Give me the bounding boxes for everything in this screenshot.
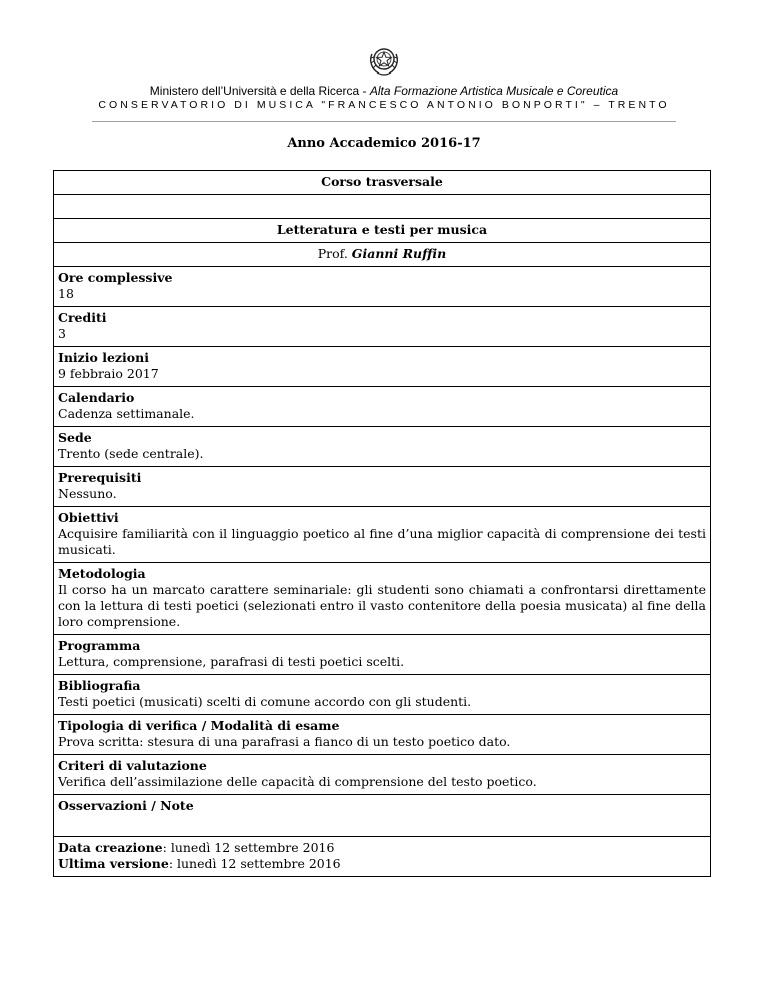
course-professor (54, 243, 711, 267)
creation-date (58, 840, 706, 856)
section-osservazioni (54, 795, 711, 837)
section-label: Programma (58, 638, 141, 653)
section-value: 9 febbraio 2017 (58, 366, 159, 381)
creation-date-label: Data creazione (58, 840, 163, 855)
last-version-value: : lunedì 12 settembre 2016 (168, 856, 341, 871)
section-label: Sede (58, 430, 92, 445)
section-verifica (54, 715, 711, 755)
conservatorio-name: CONSERVATORIO DI MUSICA "FRANCESCO ANTONIO BONPORTI" – TRENTO (98, 99, 670, 111)
section-label: Calendario (58, 390, 135, 405)
section-value: Lettura, comprensione, parafrasi di testi poetici scelti. (58, 654, 405, 669)
last-version-date (58, 856, 706, 872)
section-ore (54, 267, 711, 307)
section-label: Crediti (58, 310, 107, 325)
republic-emblem-icon (366, 42, 402, 78)
section-prerequisiti (54, 467, 711, 507)
prof-name: Gianni Ruffin (351, 246, 447, 261)
header-rule (92, 121, 676, 122)
section-inizio (54, 347, 711, 387)
section-value: Trento (sede centrale). (58, 446, 204, 461)
ministry-afam: Alta Formazione Artistica Musicale e Coreutica (369, 84, 619, 98)
section-value: Nessuno. (58, 486, 117, 501)
section-label: Prerequisiti (58, 470, 142, 485)
section-value: 18 (58, 286, 74, 301)
course-title: Letteratura e testi per musica (54, 219, 711, 243)
last-version-label: Ultima versione (58, 856, 169, 871)
creation-date-value: : lunedì 12 settembre 2016 (162, 840, 335, 855)
section-bibliografia (54, 675, 711, 715)
section-value: 3 (58, 326, 66, 341)
section-label: Ore complessive (58, 270, 173, 285)
prof-prefix: Prof. (317, 246, 352, 261)
section-crediti (54, 307, 711, 347)
section-value: Prova scritta: stesura di una parafrasi a fianco di un testo poetico dato. (58, 734, 511, 749)
section-value: Cadenza settimanale. (58, 406, 195, 421)
section-label: Bibliografia (58, 678, 141, 693)
section-label: Inizio lezioni (58, 350, 149, 365)
section-value: Il corso ha un marcato carattere seminariale: gli studenti sono chiamati a confrontarsi direttamente con la lettura di testi poetici (selezionati entro il vasto contenitore della poesia musicata) al fine della loro comprensione. (58, 582, 706, 629)
section-metodologia (54, 563, 711, 635)
section-label: Tipologia di verifica / Modalità di esame (58, 718, 340, 733)
academic-year: Anno Accademico 2016-17 (287, 136, 481, 151)
section-label: Criteri di valutazione (58, 758, 207, 773)
ministry-line (0, 84, 768, 98)
section-criteri (54, 755, 711, 795)
course-type: Corso trasversale (54, 171, 711, 195)
course-table (53, 170, 711, 877)
section-label: Metodologia (58, 566, 146, 581)
section-sede (54, 427, 711, 467)
section-label: Obiettivi (58, 510, 119, 525)
section-value: Acquisire familiarità con il linguaggio poetico al fine d’una miglior capacità di comprensione dei testi musicati. (58, 526, 706, 557)
section-calendario (54, 387, 711, 427)
section-label: Osservazioni / Note (58, 798, 194, 813)
ministry-name: Ministero dell’Università e della Ricerca - (149, 84, 370, 98)
section-value: Testi poetici (musicati) scelti di comune accordo con gli studenti. (58, 694, 472, 709)
document-dates (54, 837, 711, 877)
section-programma (54, 635, 711, 675)
empty-row (54, 195, 711, 219)
section-obiettivi (54, 507, 711, 563)
section-value: Verifica dell’assimilazione delle capacità di comprensione del testo poetico. (58, 774, 537, 789)
